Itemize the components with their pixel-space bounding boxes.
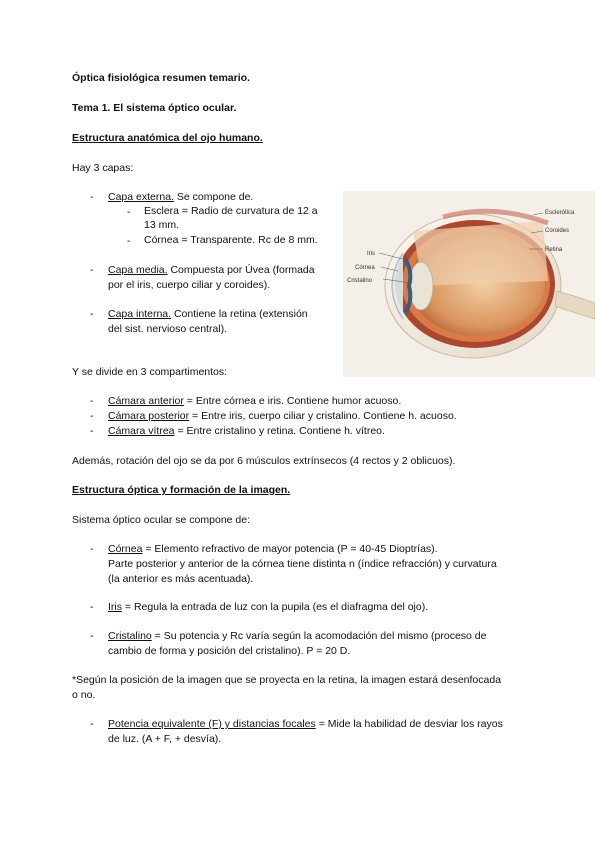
bullet-dash: -	[90, 264, 94, 276]
capa-interna-line2: del sist. nervioso central).	[108, 323, 228, 335]
musculos-paragraph: Además, rotación del ojo se da por 6 músculos extrínsecos (4 rectos y 2 oblicuos).	[72, 455, 456, 467]
nota-line2: o no.	[72, 689, 96, 701]
sub-bullet-dash: -	[127, 235, 131, 247]
capa-desc: Contiene la retina (extensión	[171, 308, 308, 320]
bullet-dash: -	[90, 601, 94, 613]
item-cristalino-line2: cambio de forma y posición del cristalino). P = 20 D.	[108, 645, 351, 657]
item-term: Iris	[108, 601, 122, 613]
capa-term: Capa externa.	[108, 191, 174, 203]
item-term: Potencia equivalente (F) y distancias focales	[108, 718, 316, 730]
capa-media	[108, 263, 315, 278]
capa-interna	[108, 307, 308, 322]
compartimento-desc: = Entre córnea e iris. Contiene humor acuoso.	[183, 395, 402, 407]
label-cristalino: Cristalino	[347, 278, 373, 284]
item-cornea	[108, 542, 438, 557]
sistema-intro: Sistema óptico ocular se compone de:	[72, 514, 251, 526]
item-potencia	[108, 717, 503, 732]
compartimento-term: Cámara posterior	[108, 410, 190, 422]
section-heading-optica: Estructura óptica y formación de la imagen.	[72, 484, 291, 496]
item-desc: = Elemento refractivo de mayor potencia (P = 40-45 Dioptrías).	[142, 543, 438, 555]
bullet-dash: -	[90, 395, 94, 407]
bullet-dash: -	[90, 543, 94, 555]
compartimentos-intro: Y se divide en 3 compartimentos:	[72, 366, 228, 378]
capa-desc: Compuesta por Úvea (formada	[167, 264, 315, 276]
bullet-dash: -	[90, 630, 94, 642]
tema-heading: Tema 1. El sistema óptico ocular.	[72, 102, 237, 114]
capa-externa	[108, 190, 253, 205]
capa-term: Capa media.	[108, 264, 168, 276]
item-cornea-line2: Parte posterior y anterior de la córnea tiene distinta n (índice refracción) y curvatura	[108, 558, 497, 570]
bullet-dash: -	[90, 191, 94, 203]
camara-posterior	[108, 409, 457, 424]
item-desc: = Regula la entrada de luz con la pupila (es el diafragma del ojo).	[122, 601, 429, 613]
esclera-line1: Esclera = Radio de curvatura de 12 a	[144, 205, 318, 217]
label-esclerotica: Esclerótica	[545, 210, 575, 216]
item-cristalino	[108, 629, 486, 644]
capas-intro: Hay 3 capas:	[72, 162, 134, 174]
compartimento-term: Cámara anterior	[108, 395, 184, 407]
item-cornea-line3: (la anterior es más acentuada).	[108, 573, 254, 585]
compartimento-desc: = Entre cristalino y retina. Contiene h. vítreo.	[174, 425, 385, 437]
label-retina: Retina	[545, 247, 563, 253]
section-heading-anatomica: Estructura anatómica del ojo humano.	[72, 132, 263, 144]
bullet-dash: -	[90, 425, 94, 437]
item-term: Cristalino	[108, 630, 152, 642]
item-desc: = Mide la habilidad de desviar los rayos	[315, 718, 503, 730]
item-term: Córnea	[108, 543, 143, 555]
sub-bullet-dash: -	[127, 206, 131, 218]
item-potencia-line2: de luz. (A + F, + desvía).	[108, 733, 222, 745]
bullet-dash: -	[90, 718, 94, 730]
item-desc: = Su potencia y Rc varía según la acomodación del mismo (proceso de	[151, 630, 487, 642]
eye-anatomy-image	[343, 191, 595, 377]
capa-media-line2: por el iris, cuerpo ciliar y coroides).	[108, 279, 271, 291]
label-iris: Iris	[367, 251, 375, 257]
compartimento-desc: = Entre iris, cuerpo ciliar y cristalino. Contiene h. acuoso.	[189, 410, 457, 422]
camara-anterior	[108, 394, 401, 409]
capa-term: Capa interna.	[108, 308, 172, 320]
item-iris	[108, 600, 428, 615]
cornea-sub-line: Córnea = Transparente. Rc de 8 mm.	[144, 234, 318, 246]
bullet-dash: -	[90, 410, 94, 422]
label-cornea: Córnea	[355, 265, 375, 271]
capa-desc: Se compone de.	[173, 191, 254, 203]
nota-line1: *Según la posición de la imagen que se proyecta en la retina, la imagen estará desenfocada	[72, 674, 502, 686]
document-title: Óptica fisiológica resumen temario.	[72, 72, 250, 84]
eye-cross-section-illustration	[343, 191, 595, 377]
compartimento-term: Cámara vítrea	[108, 425, 175, 437]
camara-vitrea	[108, 424, 385, 439]
bullet-dash: -	[90, 308, 94, 320]
esclera-line2: 13 mm.	[144, 219, 180, 231]
label-coroides: Coroides	[545, 228, 570, 234]
